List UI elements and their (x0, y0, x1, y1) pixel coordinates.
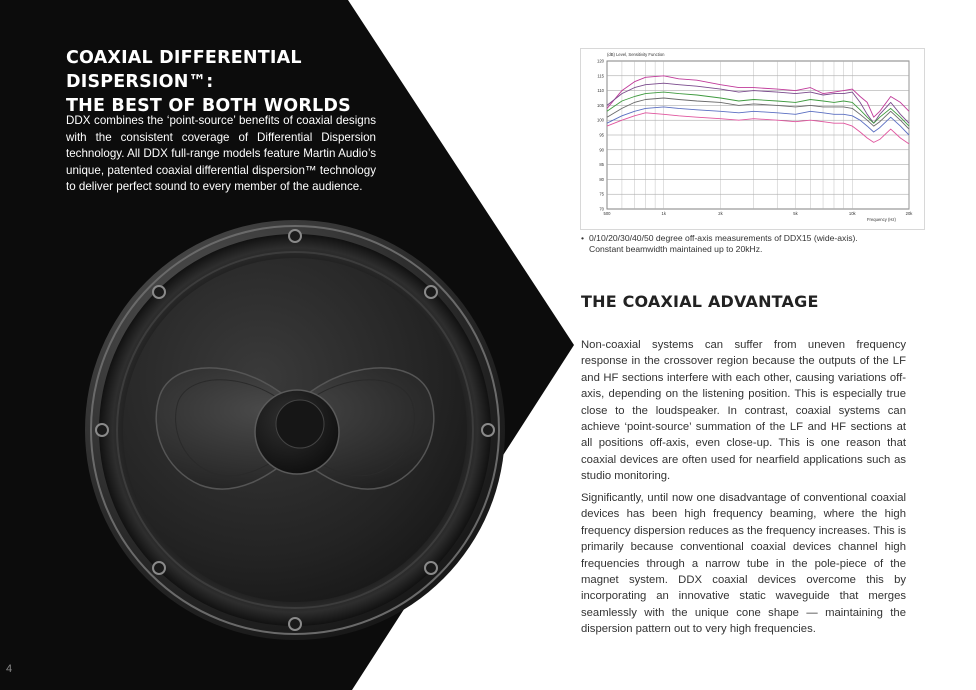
chart-x-tick-label: 5k (793, 211, 798, 216)
chart-y-tick-label: 110 (597, 88, 604, 94)
left-heading-line1: COAXIAL DIFFERENTIAL DISPERSION™: (66, 48, 302, 92)
chart-y-tick-label: 120 (597, 58, 604, 64)
frequency-response-chart (580, 48, 925, 230)
chart-series-line-40deg (607, 107, 909, 135)
body-paragraph-1: Non-coaxial systems can suffer from uneven frequency response in the crossover region because the outputs of the LF and HF sections interfere with each other, causing variations off-axis, depending on the listening position. This is especially true close to the loudspeaker. In contrast, coaxial systems can achieve ‘point-source’ summation of the LF and HF sections at all positions off-axis, even close-up. This is one reason that coaxial devices are often used for nearfield applications such as studio monitoring. (581, 339, 906, 483)
intro-paragraph: DDX combines the ‘point-source’ benefits of coaxial designs with the consistent coverage of Differential Dispersion technology. All DDX full-range models feature Martin Audio’s unique, patented coaxial differential dispersion™ technology to deliver perfect sound to every member of the audience. (66, 114, 376, 194)
chart-x-tick-label: 20k (905, 211, 913, 216)
chart-caption (581, 233, 921, 254)
caption-bullet: • (581, 233, 585, 243)
chart-canvas (581, 49, 924, 229)
caption-line1: 0/10/20/30/40/50 degree off-axis measurements of DDX15 (wide-axis). (589, 233, 858, 243)
chart-y-tick-label: 70 (599, 206, 604, 212)
chart-y-tick-label: 75 (599, 191, 604, 197)
chart-series (607, 76, 909, 144)
chart-y-tick-label: 115 (597, 73, 604, 79)
page-number: 4 (6, 663, 13, 675)
chart-x-axis-label: Frequency (Hz) (867, 217, 896, 222)
chart-x-tick-label: 1k (661, 211, 666, 216)
chart-x-tick-label: 2k (718, 211, 723, 216)
left-heading (66, 46, 396, 118)
body-paragraph-2: Significantly, until now one disadvantage of conventional coaxial devices has been high frequency beaming, where the high frequency dispersion reduces as the frequency increases. This is primarily because conventional coaxial devices channel high frequencies through a narrow tube in the pole-piece of the magnet system. DDX coaxial devices overcome this by incorporating an innovative static waveguide that merges seamlessly with the unique cone shape — maintaining the dispersion pattern out to very high frequencies. (581, 492, 906, 636)
chart-y-tick-label: 95 (599, 132, 604, 138)
chart-y-tick-label: 85 (599, 162, 604, 168)
caption-line2: Constant beamwidth maintained up to 20kHz. (589, 243, 763, 254)
chart-y-tick-label: 105 (597, 102, 604, 108)
chart-series-line-0deg (607, 76, 909, 117)
right-heading: THE COAXIAL ADVANTAGE (581, 292, 819, 311)
left-heading-line2: THE BEST OF BOTH WORLDS (66, 96, 351, 116)
chart-y-tick-label: 100 (597, 117, 604, 123)
chart-y-tick-label: 90 (599, 147, 604, 153)
chart-x-tick-label: 10k (848, 211, 856, 216)
chart-title: (dB) Level, Sensitivity Function (607, 52, 665, 57)
chart-y-tick-label: 80 (599, 176, 604, 182)
chart-x-tick-label: 500 (603, 211, 611, 216)
